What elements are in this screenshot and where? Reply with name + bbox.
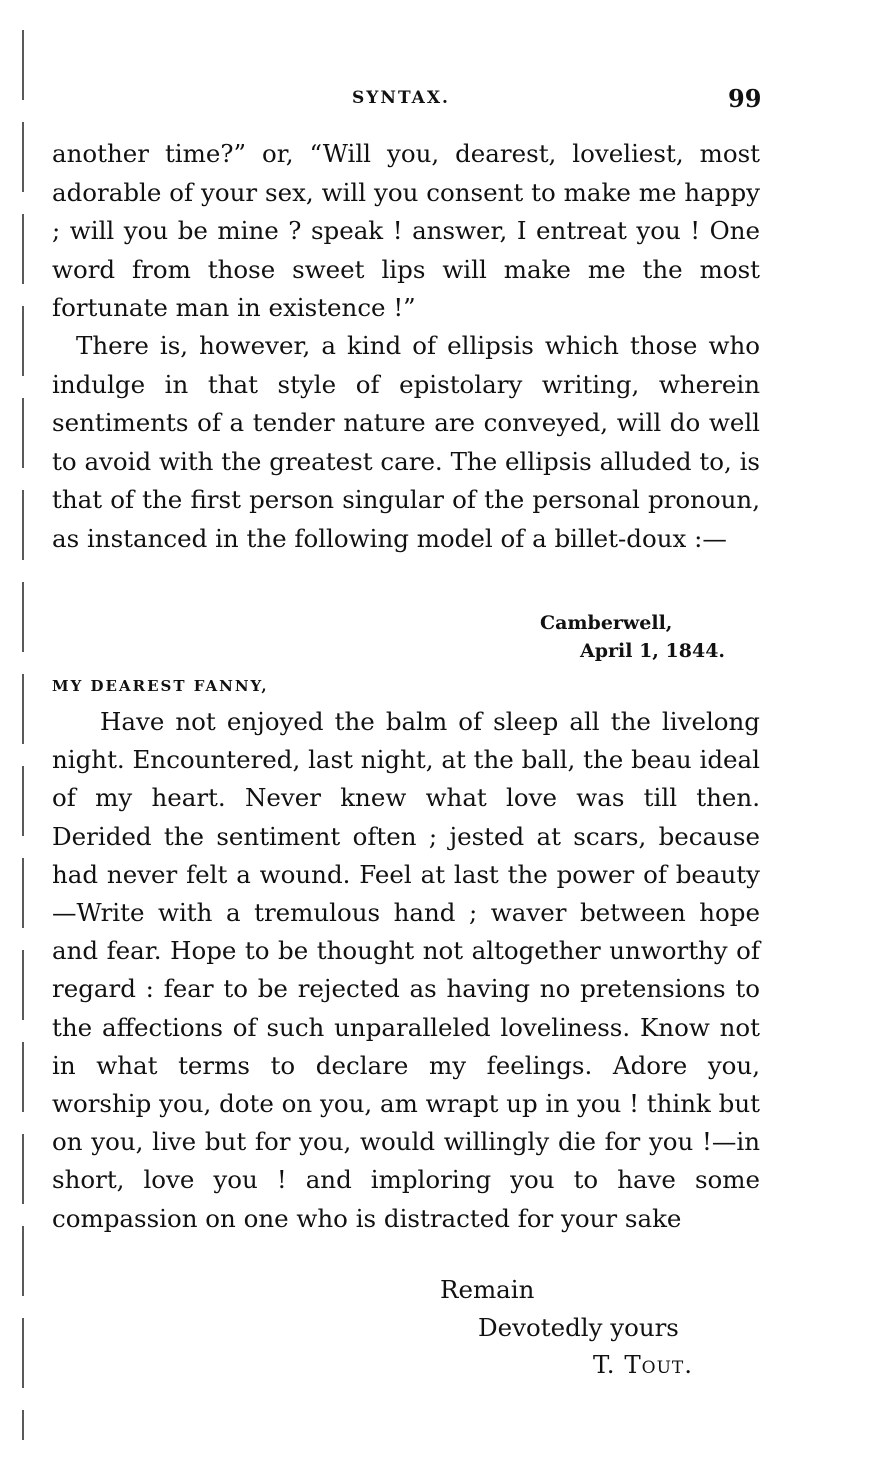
- page-number: 99: [728, 84, 762, 113]
- letter-date: April 1, 1844.: [580, 640, 726, 662]
- page-gutter-line: [22, 30, 24, 1440]
- letter-salutation: MY DEAREST FANNY,: [52, 677, 269, 695]
- letter-place: Camberwell,: [540, 612, 673, 634]
- letter-closing-devotedly: Devotedly yours: [478, 1313, 679, 1342]
- letter-signature: T. Tout.: [593, 1350, 694, 1379]
- letter-body: Have not enjoyed the balm of sleep all the livelong night. Encountered, last night, at the ball, the beau ideal of my heart. Never knew what love was till then. Derided the sentiment often ; jested at scars, because had never felt a wound. Feel at last the power of beauty—Write with a tremulous hand ; waver between hope and fear. Hope to be thought not altogether unworthy of regard : fear to be rejected as having no pretensions to the affections of such unparalleled loveliness. Know not in what terms to declare my feelings. Adore you, worship you, dote on you, am wrapt up in you ! think but on you, live but for you, would willingly die for you !—in short, love you ! and imploring you to have some compassion on one who is distracted for your sake: [52, 707, 760, 1233]
- running-title: SYNTAX.: [352, 88, 450, 108]
- running-head: [0, 84, 894, 114]
- paragraph-ellipsis: There is, however, a kind of ellipsis which those who indulge in that style of epistolary writing, wherein sentiments of a tender nature are conveyed, will do well to avoid with the greatest care. The ellipsis alluded to, is that of the first person singular of the personal pronoun, as instanced in the following model of a billet-doux :—: [52, 331, 760, 553]
- paragraph-continued: another time?” or, “Will you, dearest, loveliest, most adorable of your sex, will you consent to make me happy ; will you be mine ? speak ! answer, I entreat you ! One word from those sweet lips will make me the most fortunate man in existence !”: [52, 139, 760, 323]
- letter-closing-remain: Remain: [440, 1275, 535, 1304]
